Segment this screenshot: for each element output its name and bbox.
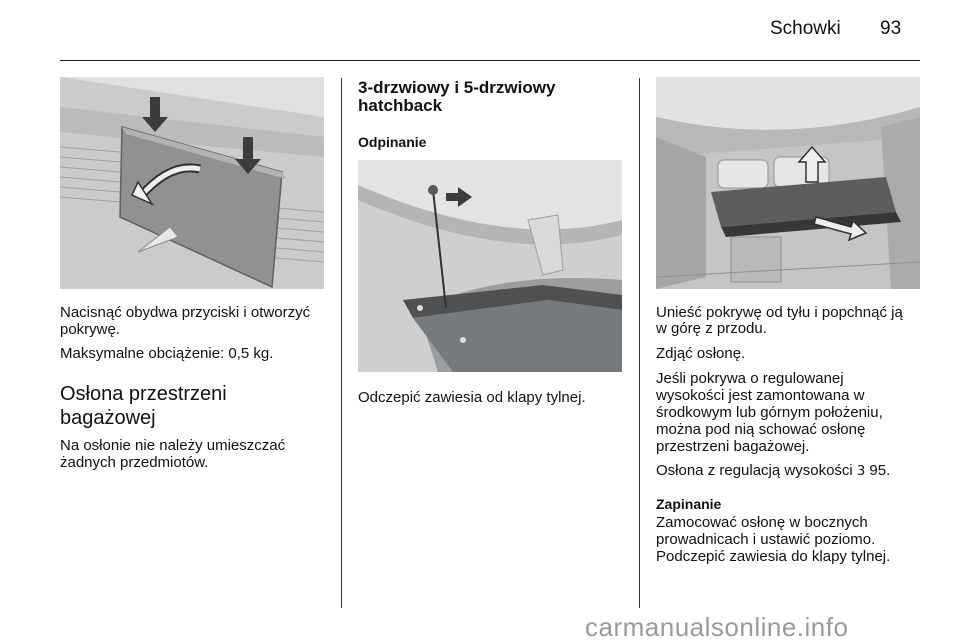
cross-reference[interactable] <box>656 462 890 480</box>
hatchback-heading-line1: 3-drzwiowy i 5-drzwiowy <box>358 78 556 97</box>
arrow-reference-icon: 3 <box>856 464 866 479</box>
stow-note-line1: Jeśli pokrywa o regulowanej <box>656 370 844 387</box>
stow-note-line2: wysokości jest zamontowana w <box>656 387 865 404</box>
storage-compartment-drawing <box>60 77 324 289</box>
section-text-line1: Na osłonie nie należy umieszczać <box>60 437 286 454</box>
cargo-cover-illustration <box>656 77 920 289</box>
cargo-cover-drawing <box>656 77 920 289</box>
header-divider <box>60 60 920 61</box>
attach-line3: Podczepić zawiesia do klapy tylnej. <box>656 548 891 565</box>
lift-caption-line2: w górę z przodu. <box>656 320 767 337</box>
remove-cover-text: Zdjąć osłonę. <box>656 345 746 362</box>
page-number: 93 <box>880 18 902 39</box>
stow-note-line3: środkowym lub górnym położeniu, <box>656 404 883 421</box>
detach-subheading: Odpinanie <box>358 134 427 150</box>
stow-note-line4: można pod nią schować osłonę <box>656 421 866 438</box>
page-title: Schowki <box>770 18 841 39</box>
tailgate-strap-illustration <box>358 160 622 372</box>
section-heading-line1: Osłona przestrzeni <box>60 383 227 405</box>
storage-compartment-illustration <box>60 77 324 289</box>
site-watermark: carmanualsonline.info <box>585 612 849 642</box>
section-heading-line2: bagażowej <box>60 407 156 429</box>
cross-reference-page: 95. <box>869 462 891 479</box>
column-divider-right <box>639 78 640 608</box>
detach-caption: Odczepić zawiesia od klapy tylnej. <box>358 389 586 406</box>
button-caption: Nacisnąć obydwa przyciski i otworzyć pokrywę. <box>60 304 311 338</box>
max-load-note: Maksymalne obciążenie: 0,5 kg. <box>60 345 274 362</box>
attach-line1: Zamocować osłonę w bocznych <box>656 514 868 531</box>
section-text-line2: żadnych przedmiotów. <box>60 454 209 471</box>
stow-note-line5: przestrzeni bagażowej. <box>656 438 810 455</box>
cross-reference-text: Osłona z regulacją wysokości <box>656 462 853 479</box>
attach-subheading: Zapinanie <box>656 496 722 512</box>
tailgate-strap-drawing <box>358 160 622 372</box>
column-divider-left <box>341 78 342 608</box>
lift-caption-line1: Unieść pokrywę od tyłu i popchnąć ją <box>656 304 903 321</box>
hatchback-heading-line2: hatchback <box>358 96 443 115</box>
attach-line2: prowadnicach i ustawić poziomo. <box>656 531 876 548</box>
